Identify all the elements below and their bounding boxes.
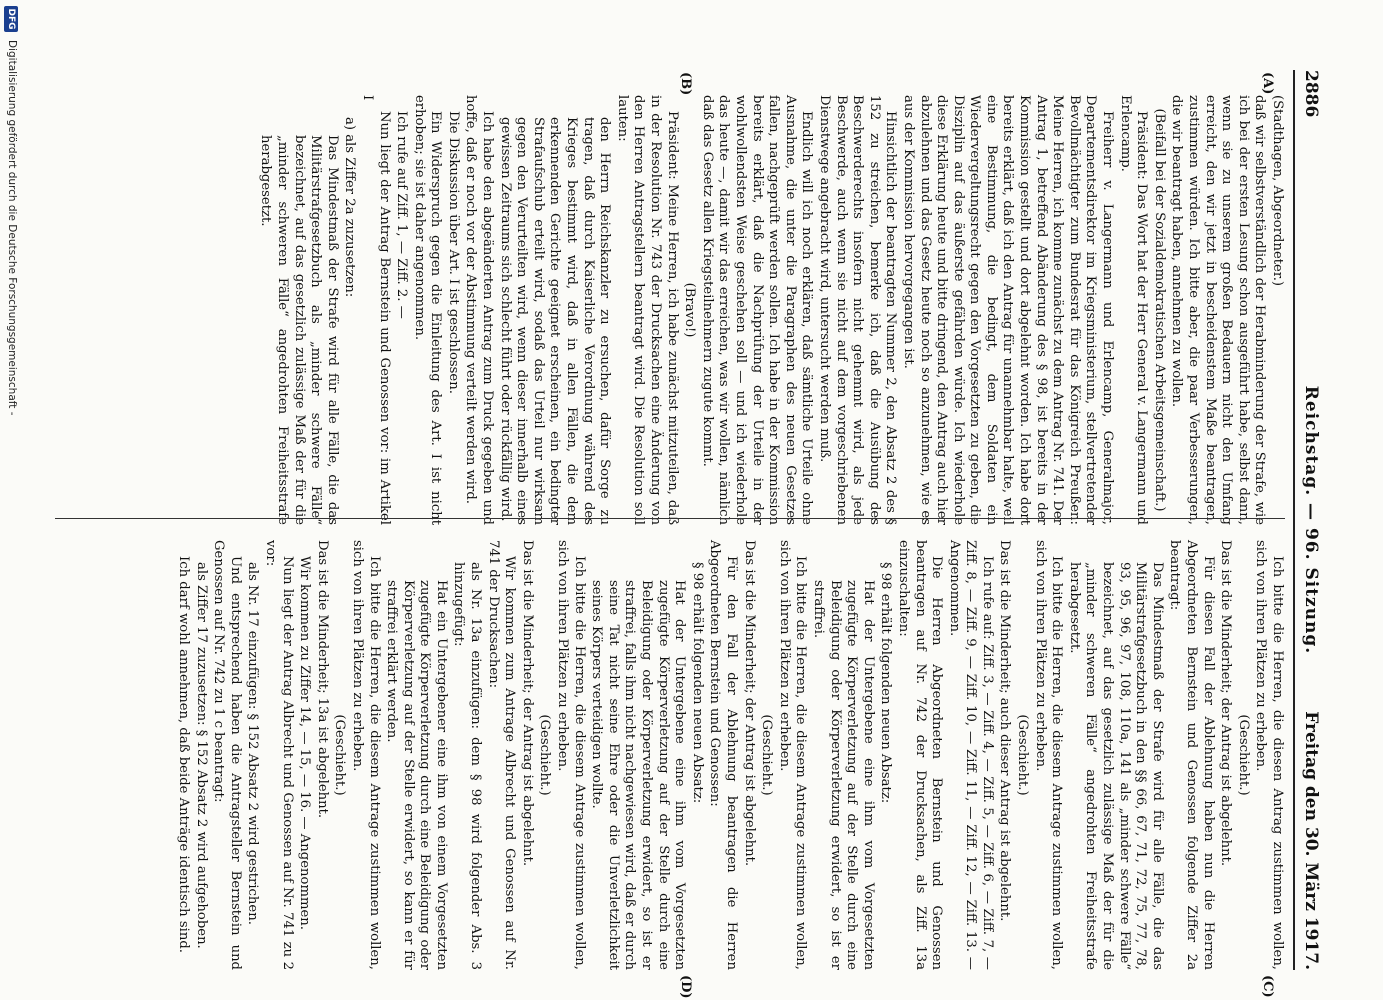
margin-marker-c: (C) xyxy=(1260,975,1275,998)
quoted-resolution: den Herrn Reichskanzler zu ersuchen, dafür Sorge zu tragen, daß durch Kaiserliche Verordnung während des Krieges bestimmt wird, daß in allen Fällen, die dem erkennenden Gerichte geeignet erscheinen, ein bedingter Strafaufschub erteilt wird, sodaß das Urteil nur wirksam gegen den Verurteilten wird, wenn dieser innerhalb eines gewissen Zeitraums sich schlecht führt oder rückfällig wird. xyxy=(497,117,613,525)
paragraph: Für diesen Fall der Ablehnung haben nun die Herren Abgeordneten Bernstein und Genossen folgende Ziffer 2a beantragt: xyxy=(1167,540,1216,970)
page-header xyxy=(1293,70,1325,970)
paragraph: Ich bitte die Herren, die diesem Antrage zustimmen wollen, sich von ihren Plätzen zu erheben. xyxy=(349,540,382,970)
paragraph: Das ist die Minderheit; der Antrag ist abgelehnt. xyxy=(741,540,757,867)
paragraph: daß wir selbstverständlich der Herabminderung der Strafe, wie ich bei der ersten Lesung schon ausgeführt habe, selbst dann, wenn sie zu unserem großen Bedauern nicht den Umfang erreicht, den wir jetzt in bescheidenstem Maße beantragen, zustimmen würden. Ich bitte aber, die paar Verbesserungen, die wir beantragt haben, annehmen zu wollen. xyxy=(1169,95,1268,525)
paragraph: Und entsprechend haben die Antragsteller Bernstein und Genossen auf Nr. 742 zu 1 c beantragt: xyxy=(211,540,243,970)
stage-direction: (Geschieht.) xyxy=(1015,714,1031,796)
page-number: 2886 xyxy=(1301,70,1321,118)
paragraph: Präsident: Meine Herren, ich habe zunächst mitzuteilen, daß in der Resolution Nr. 743 der Drucksachen eine Änderung von den Herren Antragstellern beantragt wird. Die Resolution soll lauten: xyxy=(614,95,680,525)
dfg-logo: DFG xyxy=(4,6,18,32)
paragraph: Die Herren Abgeordneten Bernstein und Genossen beantragen auf Nr. 742 der Drucksachen, als Ziff. 13a einzuschalten: xyxy=(895,540,945,970)
page-title: Reichstag. — 96. Sitzung. xyxy=(1301,385,1321,655)
paragraph: Das ist die Minderheit; 13a ist abgelehnt. xyxy=(314,540,330,819)
quoted-amendment: Hat der Untergebene eine ihm vom Vorgesetzten zugefügte Körperverletzung auf der Stelle durch eine Beleidigung oder Körperverletzung erwidert, so ist er straffrei, falls ihm nicht nachgewiesen wird, daß er durch seine Tat nicht seine Ehre oder die Unverletzlichkeit seines Körpers verteidigen wollte. xyxy=(589,580,688,970)
digitization-credit: Digitalisierung gefördert durch die Deutsche Forschungsgemeinschaft - xyxy=(6,40,18,416)
paragraph: Wir kommen zu Ziffer 14, — 15, — 16. — Angenommen. xyxy=(297,556,313,930)
quoted-amendment: § 98 erhält folgenden neuen Absatz: xyxy=(878,562,894,804)
paragraph: Ein Widerspruch gegen die Einleitung des Art. I ist nicht erhoben; sie ist daher angenommen. xyxy=(411,95,444,525)
column-divider xyxy=(55,518,1285,519)
paragraph: Nun liegt der Antrag Albrecht und Genossen auf Nr. 741 zu 2 vor: xyxy=(262,540,295,970)
margin-marker-a: (A) xyxy=(1260,72,1275,95)
paragraph: Ich bitte die Herren, die diesen Antrag zustimmen wollen, sich von ihren Plätzen zu erheben. xyxy=(1253,540,1285,970)
quoted-amendment: Das Mindestmaß der Strafe wird für alle Fälle, die das Militärstrafgesetzbuch in den §§ 66, 67, 71, 72, 75, 77, 78, 93, 95, 96, 97, 108, 110a, 141 als „minder schwere Fälle“ bezeichnet, auf das gesetzlich zulässige Maß der für die „minder schweren Fälle“ angedrohten Freiheitsstrafe herabgesetzt. xyxy=(1066,562,1165,970)
stage-direction: (Geschieht.) xyxy=(332,714,348,796)
stage-direction: (Geschieht.) xyxy=(759,714,775,796)
quoted-amendment: Hat ein Untergebener eine ihm von einem Vorgesetzten zugefügte Körperverletzung durch eine Beleidigung oder Körperverletzung auf der Stelle erwidert, so kann er für straffrei erklärt werden. xyxy=(384,580,449,970)
paragraph: Endlich will ich noch erklären, daß sämtliche Urteile ohne Ausnahme, die unter die Paragraphen des neuen Gesetzes fallen, nachgeprüft werden sollen. Ich habe in der Kommission bereits erklärt, daß die Nachprüfung der Urteile in der wohlwollendsten Weise geschehen soll — und ich wiederhole das heute —, damit wir das erreichen, was wir wollen, nämlich daß das Gesetz allen Kriegsteilnehmern zugute kommt. xyxy=(699,95,815,525)
paragraph: Ich rufe auf Ziff. 1, — Ziff. 2. — xyxy=(394,111,410,319)
margin-marker-b: (B) xyxy=(678,72,693,96)
paragraph: Hinsichtlich der beantragten Nummer 2, den Absatz 2 des § 152 zu streichen, bemerke ich, daß die Ausübung des Beschwerderechts insofern nicht gehemmt wird, als jede Beschwerde, auch wenn sie nicht auf dem vorgeschriebenen Dienstwege angebracht wird, untersucht werden muß. xyxy=(816,95,899,525)
quoted-amendment: § 98 erhält folgenden neuen Absatz: xyxy=(689,562,705,804)
paragraph: Ich darf wohl annehmen, daß beide Anträge identisch sind. xyxy=(176,556,191,953)
quoted-amendment: Das Mindestmaß der Strafe wird für alle Fälle, die das Militärstrafgesetzbuch als „minder schwere Fälle“ bezeichnet, auf das gesetzlich zulässige Maß der für die „minder schweren Fälle“ angedrohten Freiheitsstrafe herabgesetzt. xyxy=(258,135,340,525)
paragraph: Die Diskussion über Art. I ist geschlossen. xyxy=(445,111,461,394)
session-date: Freitag den 30. März 1917. xyxy=(1301,711,1321,970)
stage-direction: (Bravo!) xyxy=(682,282,698,338)
paragraph: Präsident: Das Wort hat der Herr General v. Langermann und Erlencamp. xyxy=(1117,95,1150,525)
margin-marker-d: (D) xyxy=(678,975,693,999)
paragraph: Das ist die Minderheit; auch dieser Antrag ist abgelehnt. xyxy=(997,540,1013,922)
paragraph: Wir kommen zum Antrage Albrecht und Genossen auf Nr. 741 der Drucksachen: xyxy=(485,540,518,970)
right-column xyxy=(173,540,1285,970)
speaker-tag: (Stadthagen, Abgeordneter.) xyxy=(1270,95,1285,287)
paragraph: Ich habe den abgeänderten Antrag zum Druck gegeben und hoffe, daß er noch vor der Abstimmung verteilt werden wird. xyxy=(463,95,496,525)
quoted-amendment: als Nr. 17 einzufügen: § 152 Absatz 2 wird gestrichen. xyxy=(245,562,261,925)
paragraph: Ich bitte die Herren, die diesem Antrage zustimmen wollen, sich von ihren Plätzen zu erheben. xyxy=(1032,540,1065,970)
paragraph: Das ist die Minderheit; der Antrag ist abgelehnt. xyxy=(1218,540,1234,867)
paragraph: Freiherr v. Langermann und Erlencamp, Generalmajor, Departementsdirektor im Kriegsministerium, stellvertretender Bevollmächtigter zum Bundesrat für das Königreich Preußen: Meine Herren, ich komme zunächst zu dem Antrag Nr. 741. Der Antrag 1, betreffend Abänderung des § 98, ist bereits in der Kommission gestellt und dort abgelehnt worden. Ich habe dort bereits erklärt, daß ich den Antrag für unannehmbar halte, weil eine Bestimmung, die bedingt, dem Soldaten ein Wiedervergeltungsrecht gegen den Vorgesetzten zu geben, die Disziplin auf das äußerste gefährden würde. Ich wiederhole diese Erklärung heute und bitte dringend, den Antrag auch hier abzulehnen und das Gesetz heute noch so anzunehmen, wie es aus der Kommission hervorgegangen ist. xyxy=(900,95,1116,525)
paragraph: Ich bitte die Herren, die diesem Antrage zustimmen wollen, sich von ihren Plätzen zu erheben. xyxy=(776,540,809,970)
quoted-amendment: Hat der Untergebene eine ihm vom Vorgesetzten zugefügte Körperverletzung auf der Stelle durch eine Beleidigung oder Körperverletzung erwidert, so ist er straffrei. xyxy=(810,580,876,970)
paragraph: Ich bitte die Herren, die diesem Antrage zustimmen wollen, sich von ihren Plätzen zu erheben. xyxy=(555,540,587,970)
list-item: a) als Ziffer 2a zuzusetzen: xyxy=(342,117,358,298)
stage-direction: (Geschieht.) xyxy=(1235,714,1251,796)
left-column xyxy=(256,95,1285,525)
paragraph: Nun liegt der Antrag Bernstein und Genossen vor: im Artikel I xyxy=(359,95,392,525)
paragraph: Für den Fall der Ablehnung beantragen die Herren Abgeordneten Bernstein und Genossen: xyxy=(707,540,739,970)
stage-direction: (Geschieht.) xyxy=(537,714,553,796)
quoted-amendment: als Nr. 13a einzufügen: dem § 98 wird folgender Abs. 3 hinzugefügt: xyxy=(451,562,484,970)
paragraph: Ich rufe auf: Ziff. 3, — Ziff. 4, — Ziff. 5, — Ziff. 6, — Ziff. 7, — Ziff. 8, — Ziff. 9, — Ziff. 10, — Ziff. 11, — Ziff. 12, — Ziff. 13. — Angenommen. xyxy=(946,540,995,970)
stage-direction: (Beifall bei der Sozialdemokratischen Arbeitsgemeinschaft.) xyxy=(1151,108,1167,512)
paragraph: Das ist die Minderheit; der Antrag ist abgelehnt. xyxy=(519,540,535,867)
quoted-amendment: als Ziffer 17 zuzusetzen: § 152 Absatz 2 wird aufgehoben. xyxy=(193,562,209,949)
